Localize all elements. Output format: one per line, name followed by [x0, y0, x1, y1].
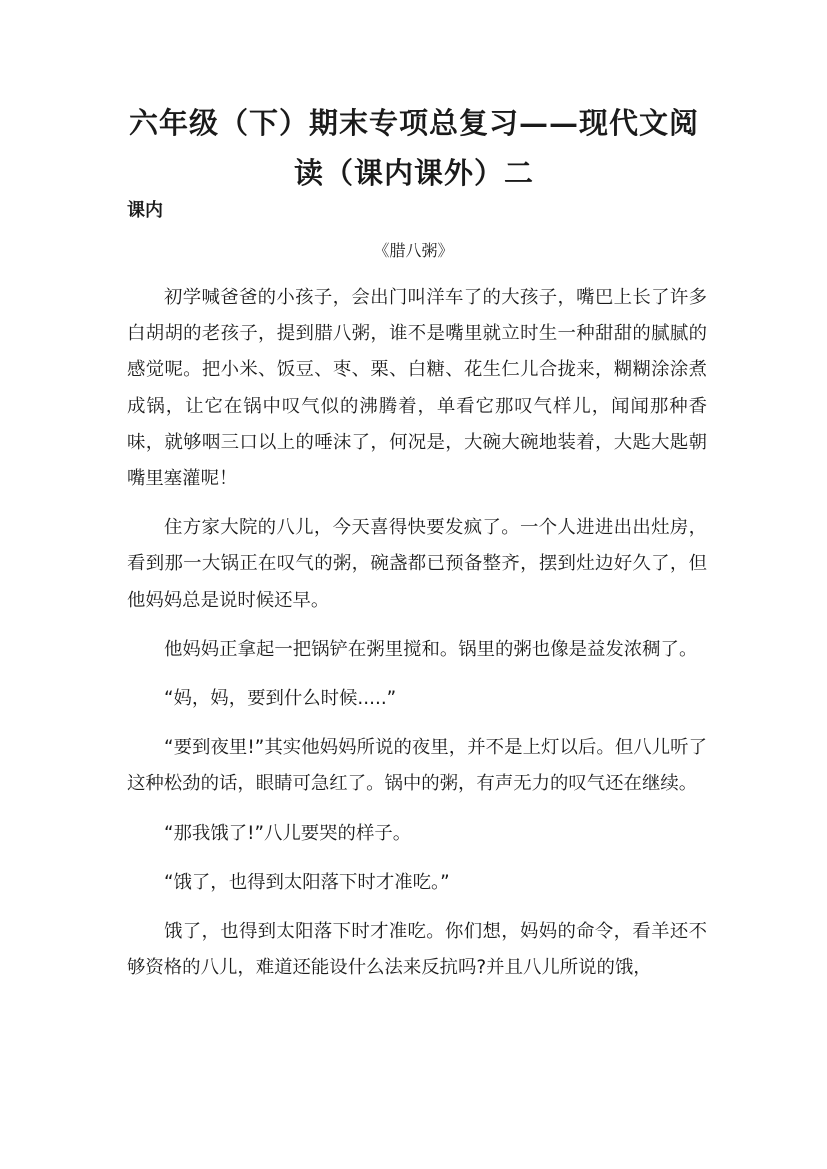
passage-body: [127, 280, 707, 999]
paragraph: 住方家大院的八儿，今天喜得快要发疯了。一个人进进出出灶房，看到那一大锅正在叹气的粥，碗盏都已预备整齐，摆到灶边好久了，但他妈妈总是说时候还早。: [127, 517, 707, 611]
passage-title: 《腊八粥》: [373, 241, 454, 260]
section-heading: 课内: [127, 200, 163, 221]
paragraph: “那我饿了!”八儿要哭的样子。: [164, 822, 412, 844]
paragraph: “妈，妈，要到什么时候.....”: [164, 688, 397, 710]
paragraph: “要到夜里!”其实他妈妈所说的夜里，并不是上灯以后。但八儿听了这种松劲的话，眼睛可急红了。锅中的粥，有声无力的叹气还在继续。: [127, 737, 707, 795]
paragraph: 他妈妈正拿起一把锅铲在粥里搅和。锅里的粥也像是益发浓稠了。: [164, 638, 698, 660]
paragraph: “饿了，也得到太阳落下时才准吃。”: [164, 871, 450, 893]
document-title: 六年级（下）期末专项总复习——现代文阅读（课内课外）二: [128, 106, 699, 190]
paragraph: 饿了，也得到太阳落下时才准吃。你们想，妈妈的命令，看羊还不够资格的八儿，难道还能设什么法来反抗吗?并且八儿所说的饿，: [127, 921, 707, 979]
paragraph: 初学喊爸爸的小孩子，会出门叫洋车了的大孩子，嘴巴上长了许多白胡胡的老孩子，提到腊八粥，谁不是嘴里就立时生一种甜甜的腻腻的感觉呢。把小米、饭豆、枣、栗、白糖、花生仁儿合拢来，糊糊涂涂煮成锅，让它在锅中叹气似的沸腾着，单看它那叹气样儿，闻闻那种香味，就够咽三口以上的唾沫了，何况是，大碗大碗地装着，大匙大匙朝嘴里塞灌呢！: [127, 287, 707, 490]
